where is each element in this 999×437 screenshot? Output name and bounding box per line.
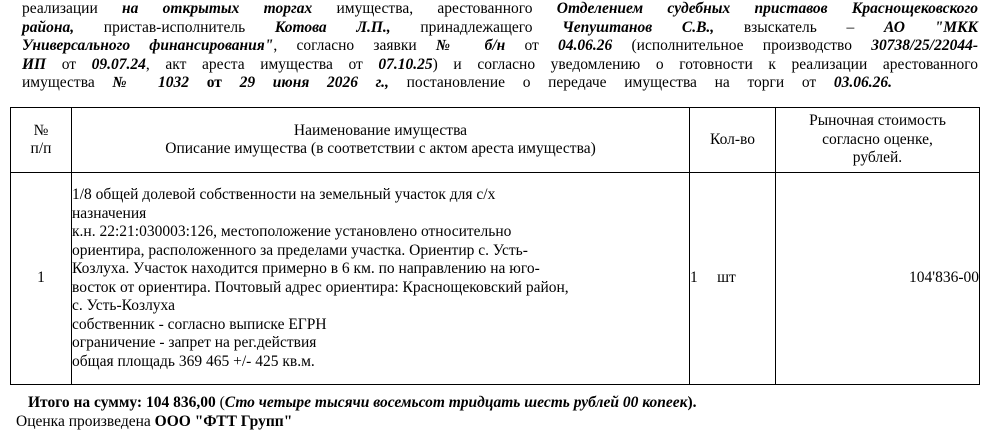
row-quantity: 1 шт xyxy=(690,173,776,385)
row-description xyxy=(72,173,690,385)
intro-line-2: района, пристав-исполнитель Котова Л.П., принадлежащего Чепуштанов С.В., взыскатель – АО "МКК xyxy=(22,18,978,36)
total-label: Итого на сумму: 104 836,00 xyxy=(28,394,216,411)
header-property-name: Наименование имущества Описание имущества (в соответствии с актом ареста имущества) xyxy=(72,108,690,173)
intro-line-3: Универсального финансирования", согласно заявки № б/н от 04.06.26 (исполнительное производство 30738/25/22044- xyxy=(22,37,978,54)
description-line: Козлуха. Участок находится примерно в 6 км. по направлению на юго- xyxy=(72,260,540,277)
intro-line-1: реализации на открытых торгах имущества, арестованного Отделением судебных приставов Краснощековского xyxy=(22,0,978,17)
table-header-row xyxy=(11,108,980,173)
total-sum: Итого на сумму: 104 836,00 (Сто четыре тысячи восемьсот тридцать шесть рублей 00 копеек). xyxy=(28,394,697,411)
row-market-value: 104'836-00 xyxy=(776,173,980,385)
description-line: к.н. 22:21:030003:126, местоположение установлено относительно xyxy=(72,223,512,240)
header-number: № п/п xyxy=(11,108,72,173)
header-quantity: Кол-во xyxy=(690,108,776,173)
row-number: 1 xyxy=(11,173,72,385)
table-row xyxy=(11,173,980,385)
header-market-value: Рыночная стоимость согласно оценке, рублей. xyxy=(776,108,980,173)
intro-line-4: ИП от 09.07.24, акт ареста имущества от 07.10.25) и согласно уведомлению о готовности к реализации арестованного xyxy=(22,55,978,73)
description-line: собственник - согласно выписке ЕГРН xyxy=(72,315,327,333)
description-line: с. Усть-Козлуха xyxy=(72,297,175,314)
appraiser-line: Оценка произведена ООО "ФТТ Групп" xyxy=(16,413,293,430)
intro-line-5: имущества № 1032 от 29 июня 2026 г., постановление о передаче имущества на торги от 03.06.26. xyxy=(22,74,892,91)
description-line: 1/8 общей долевой собственности на земельный участок для с/х xyxy=(72,186,496,203)
description-line: ориентира, расположенного за пределами участка. Ориентир с. Усть- xyxy=(72,241,528,259)
description-line: восток от ориентира. Почтовый адрес ориентира: Краснощековский район, xyxy=(72,278,569,296)
property-table xyxy=(10,107,980,385)
description-line: ограничение - запрет на рег.действия xyxy=(72,334,317,351)
description-line: общая площадь 369 465 +/- 425 кв.м. xyxy=(72,352,315,370)
appraiser-name: ООО "ФТТ Групп" xyxy=(154,413,293,430)
description-line: назначения xyxy=(72,204,147,222)
intro-paragraph xyxy=(22,0,978,93)
total-in-words: Сто четыре тысячи восемьсот тридцать шесть рублей 00 копеек xyxy=(224,394,688,411)
